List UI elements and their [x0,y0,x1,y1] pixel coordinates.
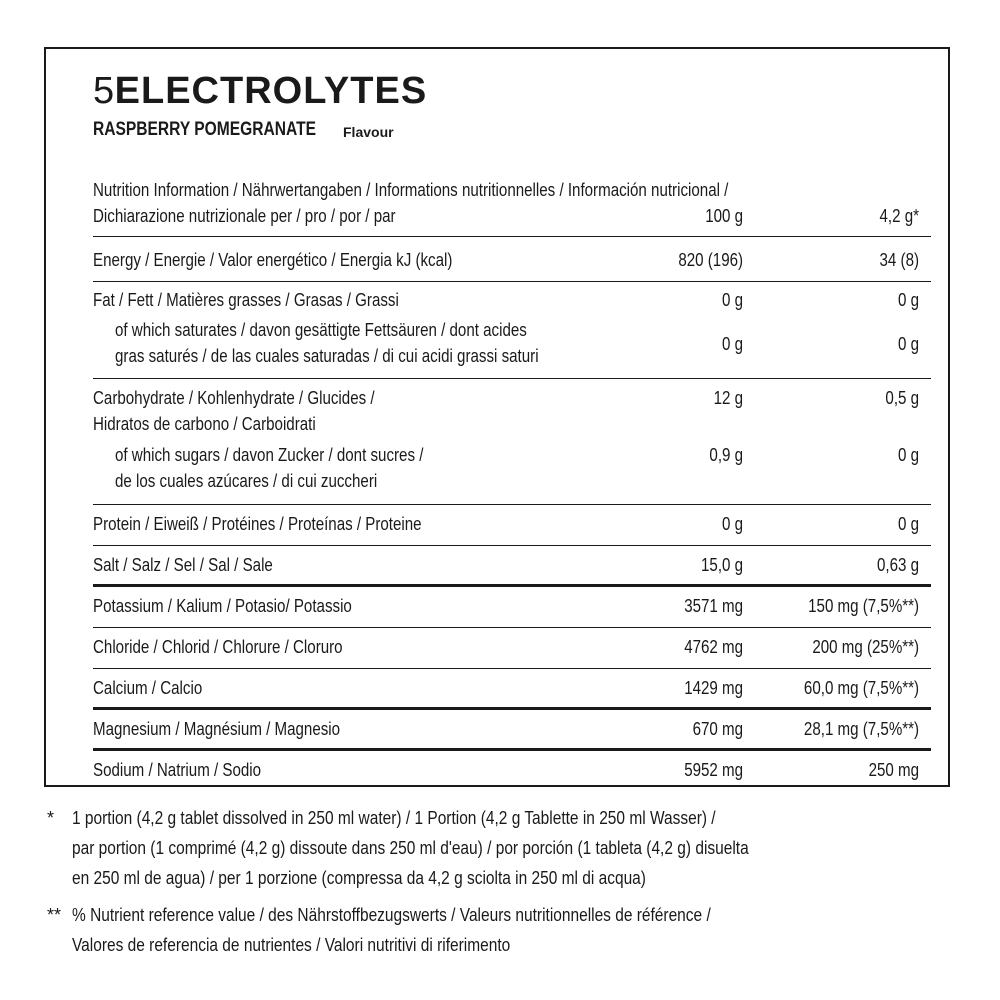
row-label: Salt / Salz / Sel / Sal / Sale [93,555,273,575]
footnote-line-2: par portion (1 comprimé (4,2 g) dissoute dans 250 ml d'eau) / por porción (1 tableta (4,2 g) disuelta [72,838,749,858]
divider [93,545,931,546]
row-label: Chloride / Chlorid / Chlorure / Cloruro [93,637,343,657]
row-value-100g: 0 g [721,514,743,534]
divider [93,504,931,505]
row-value-portion: 250 mg [868,760,919,780]
footnote-line-3: en 250 ml de agua) / per 1 porzione (compressa da 4,2 g sciolta in 250 ml di acqua) [72,868,646,888]
table-row [93,248,931,274]
divider [93,236,931,237]
row-label-line-2: de los cuales azúcares / di cui zuccheri [115,471,378,491]
row-value-portion: 60,0 mg (7,5%**) [803,678,919,698]
row-label-line-2: Hidratos de carbono / Carboidrati [93,414,316,434]
footnote-portion [47,803,947,895]
table-row [93,318,931,370]
footnote-nrv [47,900,947,962]
heading-line-1: Nutrition Information / Nährwertangaben / Informations nutritionnelles / Información nutricional / [93,180,729,200]
footnote-line-2: Valores de referencia de nutrientes / Valori nutritivi di riferimento [72,935,511,955]
row-value-100g: 0 g [721,334,743,354]
row-label: Sodium / Natrium / Sodio [93,760,262,780]
row-label: Potassium / Kalium / Potasio/ Potassio [93,596,352,616]
row-label: Protein / Eiweiß / Protéines / Proteínas / Proteine [93,514,422,534]
column-header-portion: 4,2 g* [879,206,919,226]
divider [93,668,931,669]
divider [93,281,931,282]
table-row [93,443,931,495]
table-row [93,676,931,702]
footnote-text [72,803,749,893]
table-row [93,758,931,784]
footnote-mark: ** [47,905,62,925]
row-label-line-2: gras saturés / de las cuales saturadas / di cui acidi grassi saturi [115,346,539,366]
flavour-name: RASPBERRY POMEGRANATE [93,119,317,140]
row-value-100g: 15,0 g [700,555,743,575]
row-value-portion: 0 g [897,334,919,354]
row-label-line-1: Carbohydrate / Kohlenhydrate / Glucides / [93,388,375,408]
table-row [93,553,931,579]
thick-divider [93,584,931,587]
footnote-mark: * [47,808,55,828]
footnote-text [72,900,711,960]
row-value-portion: 200 mg (25%**) [812,637,919,657]
row-value-portion: 34 (8) [879,250,919,270]
table-row [93,594,931,620]
row-value-100g: 12 g [713,388,743,408]
flavour-suffix: Flavour [343,124,394,140]
row-label: Fat / Fett / Matières grasses / Grasas / Grassi [93,290,399,310]
heading-line-2: Dichiarazione nutrizionale per / pro / por / par [93,206,396,226]
brand-number: 5 [93,70,115,112]
row-value-100g: 0,9 g [709,445,743,465]
thick-divider [93,748,931,751]
table-row [93,717,931,743]
divider [93,627,931,628]
row-value-100g: 4762 mg [684,637,743,657]
row-label: Calcium / Calcio [93,678,203,698]
row-label: Energy / Energie / Valor energético / Energia kJ (kcal) [93,250,453,270]
row-value-100g: 5952 mg [684,760,743,780]
table-heading [93,178,931,230]
row-value-100g: 3571 mg [684,596,743,616]
brand-word: ELECTROLYTES [114,70,428,112]
row-value-portion: 0,63 g [876,555,919,575]
product-title [93,70,427,112]
row-value-portion: 0 g [897,290,919,310]
footnote-line-1: 1 portion (4,2 g tablet dissolved in 250 ml water) / 1 Portion (4,2 g Tablette in 250 ml Wasser) / [72,808,716,828]
row-label-line-1: of which saturates / davon gesättigte Fettsäuren / dont acides [115,320,527,340]
footnote-line-1: % Nutrient reference value / des Nährstoffbezugswerts / Valeurs nutritionnelles de référence / [72,905,711,925]
table-row [93,386,931,438]
row-value-portion: 150 mg (7,5%**) [808,596,919,616]
row-value-100g: 1429 mg [684,678,743,698]
row-label: Magnesium / Magnésium / Magnesio [93,719,341,739]
row-value-100g: 670 mg [692,719,743,739]
row-value-portion: 28,1 mg (7,5%**) [803,719,919,739]
row-value-portion: 0,5 g [885,388,919,408]
table-row [93,512,931,538]
flavour-line [93,118,394,143]
row-value-100g: 0 g [721,290,743,310]
thick-divider [93,707,931,710]
table-row [93,635,931,661]
row-label-line-1: of which sugars / davon Zucker / dont sucres / [115,445,424,465]
row-value-portion: 0 g [897,514,919,534]
column-header-100g: 100 g [705,206,743,226]
divider [93,378,931,379]
row-value-portion: 0 g [897,445,919,465]
table-row [93,288,931,314]
row-value-100g: 820 (196) [678,250,743,270]
